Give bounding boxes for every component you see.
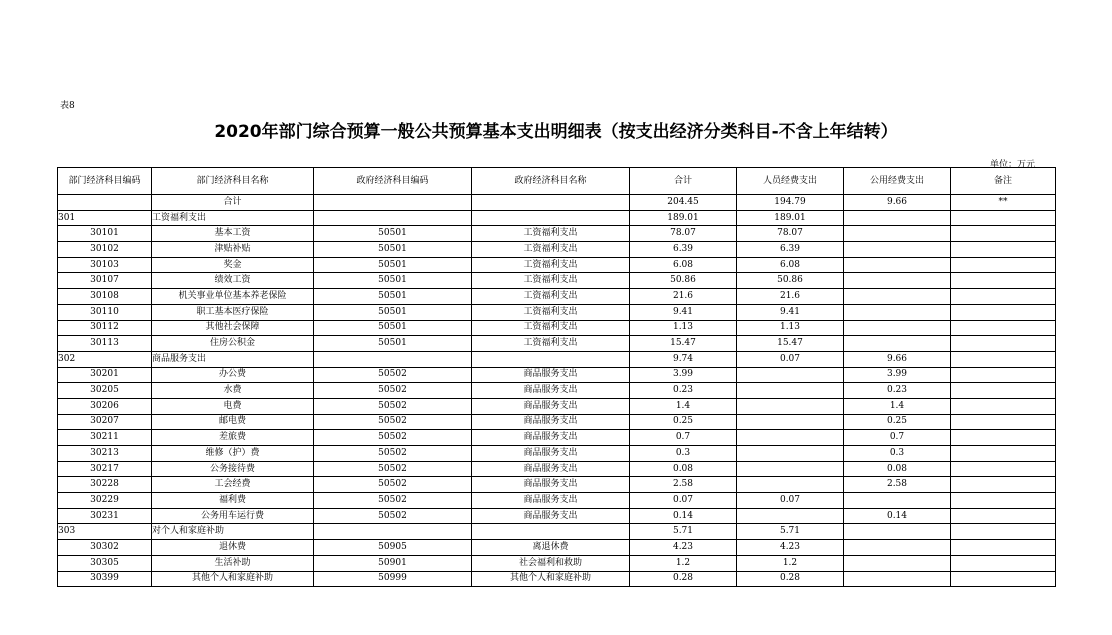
personnel-expense-cell: 15.47 (737, 336, 844, 352)
table-row (58, 367, 1056, 383)
gov-account-name-cell: 工资福利支出 (472, 304, 630, 320)
personnel-expense-cell: 1.2 (737, 555, 844, 571)
total-public: 9.66 (844, 195, 951, 211)
personnel-expense-cell (737, 383, 844, 399)
account-name-cell: 工会经费 (152, 477, 314, 493)
account-name-cell: 公务接待费 (152, 461, 314, 477)
gov-account-code-cell: 50502 (314, 508, 472, 524)
gov-account-code-cell: 50502 (314, 446, 472, 462)
public-expense-cell: 0.25 (844, 414, 951, 430)
gov-account-code-cell: 50501 (314, 304, 472, 320)
account-code-cell: 30113 (58, 336, 152, 352)
public-expense-cell (844, 493, 951, 509)
account-name-cell: 生活补助 (152, 555, 314, 571)
table-row (58, 273, 1056, 289)
gov-account-name-cell: 商品服务支出 (472, 367, 630, 383)
account-name-cell: 职工基本医疗保险 (152, 304, 314, 320)
account-code-cell: 303 (58, 524, 152, 540)
gov-account-name-cell (472, 210, 630, 226)
total-amount-cell: 0.07 (630, 493, 737, 509)
unit-label: 单位：万元 (990, 160, 1036, 170)
table-row (58, 414, 1056, 430)
expense-detail-table (57, 167, 1056, 587)
personnel-expense-cell: 6.08 (737, 257, 844, 273)
personnel-expense-cell (737, 461, 844, 477)
total-amount-cell: 6.39 (630, 242, 737, 258)
account-code-cell: 30302 (58, 540, 152, 556)
note-cell (951, 540, 1056, 556)
gov-account-name-cell: 其他个人和家庭补助 (472, 571, 630, 587)
public-expense-cell: 0.14 (844, 508, 951, 524)
col-header: 政府经济科目名称 (472, 168, 630, 195)
table-row (58, 289, 1056, 305)
note-cell (951, 430, 1056, 446)
gov-account-code-cell: 50502 (314, 430, 472, 446)
public-expense-cell (844, 555, 951, 571)
account-name-cell: 奖金 (152, 257, 314, 273)
personnel-expense-cell (737, 430, 844, 446)
gov-account-name-cell: 商品服务支出 (472, 477, 630, 493)
account-code-cell: 30231 (58, 508, 152, 524)
table-row (58, 226, 1056, 242)
table-row (58, 508, 1056, 524)
personnel-expense-cell: 1.13 (737, 320, 844, 336)
gov-account-code-cell: 50501 (314, 242, 472, 258)
gov-account-code-cell (314, 210, 472, 226)
gov-account-name-cell: 工资福利支出 (472, 242, 630, 258)
gov-account-code-cell: 50502 (314, 414, 472, 430)
total-code-cell (58, 195, 152, 211)
note-cell (951, 210, 1056, 226)
account-name-cell: 商品服务支出 (152, 351, 314, 367)
note-cell (951, 461, 1056, 477)
table-row (58, 524, 1056, 540)
gov-account-code-cell: 50502 (314, 477, 472, 493)
public-expense-cell (844, 289, 951, 305)
gov-account-code-cell: 50502 (314, 493, 472, 509)
gov-account-code-cell: 50501 (314, 336, 472, 352)
total-amount-cell: 0.23 (630, 383, 737, 399)
total-amount-cell: 0.28 (630, 571, 737, 587)
table-row (58, 571, 1056, 587)
account-code-cell: 30207 (58, 414, 152, 430)
public-expense-cell (844, 226, 951, 242)
note-cell (951, 508, 1056, 524)
account-code-cell: 30229 (58, 493, 152, 509)
account-name-cell: 差旅费 (152, 430, 314, 446)
total-gov-code-cell (314, 195, 472, 211)
note-cell (951, 351, 1056, 367)
note-cell (951, 398, 1056, 414)
note-cell (951, 273, 1056, 289)
note-cell (951, 242, 1056, 258)
personnel-expense-cell: 0.28 (737, 571, 844, 587)
gov-account-name-cell: 商品服务支出 (472, 430, 630, 446)
public-expense-cell: 0.23 (844, 383, 951, 399)
note-cell (951, 493, 1056, 509)
table-row (58, 540, 1056, 556)
public-expense-cell: 0.7 (844, 430, 951, 446)
gov-account-name-cell: 商品服务支出 (472, 508, 630, 524)
gov-account-code-cell: 50502 (314, 461, 472, 477)
public-expense-cell (844, 320, 951, 336)
public-expense-cell (844, 524, 951, 540)
account-code-cell: 30201 (58, 367, 152, 383)
table-row (58, 351, 1056, 367)
table-row (58, 398, 1056, 414)
note-cell (951, 226, 1056, 242)
account-code-cell: 30217 (58, 461, 152, 477)
total-amount-cell: 9.41 (630, 304, 737, 320)
total-amount-cell: 6.08 (630, 257, 737, 273)
table-row (58, 304, 1056, 320)
gov-account-name-cell: 工资福利支出 (472, 273, 630, 289)
account-name-cell: 福利费 (152, 493, 314, 509)
public-expense-cell (844, 304, 951, 320)
account-code-cell: 30228 (58, 477, 152, 493)
gov-account-name-cell (472, 524, 630, 540)
note-cell (951, 289, 1056, 305)
header-row (58, 168, 1056, 195)
table-row (58, 493, 1056, 509)
note-cell (951, 414, 1056, 430)
personnel-expense-cell: 50.86 (737, 273, 844, 289)
gov-account-name-cell (472, 351, 630, 367)
total-amount-cell: 189.01 (630, 210, 737, 226)
gov-account-name-cell: 商品服务支出 (472, 461, 630, 477)
account-name-cell: 水费 (152, 383, 314, 399)
account-code-cell: 30110 (58, 304, 152, 320)
table-row (58, 257, 1056, 273)
account-name-cell: 电费 (152, 398, 314, 414)
col-header: 公用经费支出 (844, 168, 951, 195)
col-header: 政府经济科目编码 (314, 168, 472, 195)
public-expense-cell: 0.3 (844, 446, 951, 462)
total-personnel: 194.79 (737, 195, 844, 211)
total-amount-cell: 0.14 (630, 508, 737, 524)
account-code-cell: 301 (58, 210, 152, 226)
public-expense-cell (844, 571, 951, 587)
account-code-cell: 30305 (58, 555, 152, 571)
account-name-cell: 邮电费 (152, 414, 314, 430)
total-amount-cell: 4.23 (630, 540, 737, 556)
gov-account-name-cell: 工资福利支出 (472, 226, 630, 242)
gov-account-name-cell: 商品服务支出 (472, 398, 630, 414)
public-expense-cell: 2.58 (844, 477, 951, 493)
personnel-expense-cell (737, 508, 844, 524)
note-cell (951, 336, 1056, 352)
personnel-expense-cell: 78.07 (737, 226, 844, 242)
gov-account-name-cell: 离退休费 (472, 540, 630, 556)
col-header: 部门经济科目名称 (152, 168, 314, 195)
personnel-expense-cell: 5.71 (737, 524, 844, 540)
table-row (58, 320, 1056, 336)
note-cell (951, 446, 1056, 462)
note-cell (951, 555, 1056, 571)
table-number: 表8 (60, 101, 75, 111)
note-cell (951, 367, 1056, 383)
gov-account-name-cell: 工资福利支出 (472, 289, 630, 305)
gov-account-code-cell (314, 524, 472, 540)
note-cell (951, 524, 1056, 540)
gov-account-name-cell: 社会福利和救助 (472, 555, 630, 571)
account-code-cell: 30103 (58, 257, 152, 273)
gov-account-code-cell: 50501 (314, 289, 472, 305)
gov-account-code-cell: 50501 (314, 226, 472, 242)
account-name-cell: 绩效工资 (152, 273, 314, 289)
public-expense-cell: 9.66 (844, 351, 951, 367)
public-expense-cell (844, 273, 951, 289)
personnel-expense-cell: 0.07 (737, 351, 844, 367)
total-amount-cell: 0.25 (630, 414, 737, 430)
table-row (58, 555, 1056, 571)
account-code-cell: 30213 (58, 446, 152, 462)
personnel-expense-cell: 4.23 (737, 540, 844, 556)
table-row (58, 383, 1056, 399)
gov-account-name-cell: 工资福利支出 (472, 257, 630, 273)
account-code-cell: 30206 (58, 398, 152, 414)
account-name-cell: 公务用车运行费 (152, 508, 314, 524)
public-expense-cell (844, 540, 951, 556)
public-expense-cell (844, 210, 951, 226)
note-cell (951, 257, 1056, 273)
total-amount-cell: 1.13 (630, 320, 737, 336)
total-amount-cell: 9.74 (630, 351, 737, 367)
public-expense-cell: 3.99 (844, 367, 951, 383)
personnel-expense-cell (737, 446, 844, 462)
account-name-cell: 机关事业单位基本养老保险 (152, 289, 314, 305)
account-name-cell: 津贴补贴 (152, 242, 314, 258)
note-cell (951, 320, 1056, 336)
gov-account-name-cell: 工资福利支出 (472, 320, 630, 336)
table-row (58, 336, 1056, 352)
account-name-cell: 退休费 (152, 540, 314, 556)
gov-account-code-cell: 50905 (314, 540, 472, 556)
personnel-expense-cell (737, 414, 844, 430)
personnel-expense-cell: 9.41 (737, 304, 844, 320)
account-code-cell: 30101 (58, 226, 152, 242)
gov-account-code-cell: 50501 (314, 257, 472, 273)
note-cell (951, 383, 1056, 399)
account-code-cell: 30205 (58, 383, 152, 399)
account-name-cell: 基本工资 (152, 226, 314, 242)
table-row (58, 446, 1056, 462)
personnel-expense-cell: 21.6 (737, 289, 844, 305)
total-amount-cell: 21.6 (630, 289, 737, 305)
total-row (58, 195, 1056, 211)
public-expense-cell (844, 336, 951, 352)
public-expense-cell (844, 242, 951, 258)
total-gov-name-cell (472, 195, 630, 211)
account-name-cell: 维修（护）费 (152, 446, 314, 462)
total-amount-cell: 1.2 (630, 555, 737, 571)
personnel-expense-cell (737, 367, 844, 383)
note-cell (951, 477, 1056, 493)
account-name-cell: 工资福利支出 (152, 210, 314, 226)
public-expense-cell (844, 257, 951, 273)
account-name-cell: 住房公积金 (152, 336, 314, 352)
account-name-cell: 其他社会保障 (152, 320, 314, 336)
total-amount-cell: 0.08 (630, 461, 737, 477)
gov-account-name-cell: 工资福利支出 (472, 336, 630, 352)
total-amount-cell: 5.71 (630, 524, 737, 540)
total-amount-cell: 15.47 (630, 336, 737, 352)
gov-account-code-cell: 50502 (314, 398, 472, 414)
account-name-cell: 对个人和家庭补助 (152, 524, 314, 540)
account-code-cell: 30107 (58, 273, 152, 289)
table-row (58, 210, 1056, 226)
account-code-cell: 30102 (58, 242, 152, 258)
public-expense-cell: 0.08 (844, 461, 951, 477)
public-expense-cell: 1.4 (844, 398, 951, 414)
total-amount-cell: 2.58 (630, 477, 737, 493)
account-code-cell: 30399 (58, 571, 152, 587)
total-amount-cell: 1.4 (630, 398, 737, 414)
table-row (58, 430, 1056, 446)
total-amount-cell: 0.3 (630, 446, 737, 462)
gov-account-code-cell: 50502 (314, 367, 472, 383)
gov-account-code-cell: 50501 (314, 320, 472, 336)
personnel-expense-cell (737, 398, 844, 414)
account-name-cell: 其他个人和家庭补助 (152, 571, 314, 587)
account-code-cell: 30211 (58, 430, 152, 446)
total-note: ** (951, 195, 1056, 211)
gov-account-name-cell: 商品服务支出 (472, 446, 630, 462)
note-cell (951, 304, 1056, 320)
gov-account-code-cell: 50502 (314, 383, 472, 399)
personnel-expense-cell (737, 477, 844, 493)
table-row (58, 477, 1056, 493)
total-amount-cell: 78.07 (630, 226, 737, 242)
account-name-cell: 办公费 (152, 367, 314, 383)
page-title: 2020年部门综合预算一般公共预算基本支出明细表（按支出经济分类科目-不含上年结转） (214, 122, 898, 142)
col-header: 部门经济科目编码 (58, 168, 152, 195)
personnel-expense-cell: 0.07 (737, 493, 844, 509)
personnel-expense-cell: 6.39 (737, 242, 844, 258)
gov-account-name-cell: 商品服务支出 (472, 493, 630, 509)
personnel-expense-cell: 189.01 (737, 210, 844, 226)
col-header: 备注 (951, 168, 1056, 195)
col-header: 人员经费支出 (737, 168, 844, 195)
total-label: 合计 (152, 195, 314, 211)
total-amount: 204.45 (630, 195, 737, 211)
table-row (58, 242, 1056, 258)
account-code-cell: 30108 (58, 289, 152, 305)
gov-account-code-cell: 50999 (314, 571, 472, 587)
total-amount-cell: 0.7 (630, 430, 737, 446)
gov-account-code-cell (314, 351, 472, 367)
note-cell (951, 571, 1056, 587)
total-amount-cell: 3.99 (630, 367, 737, 383)
gov-account-code-cell: 50901 (314, 555, 472, 571)
table-row (58, 461, 1056, 477)
total-amount-cell: 50.86 (630, 273, 737, 289)
gov-account-name-cell: 商品服务支出 (472, 414, 630, 430)
col-header: 合计 (630, 168, 737, 195)
gov-account-name-cell: 商品服务支出 (472, 383, 630, 399)
account-code-cell: 302 (58, 351, 152, 367)
gov-account-code-cell: 50501 (314, 273, 472, 289)
account-code-cell: 30112 (58, 320, 152, 336)
